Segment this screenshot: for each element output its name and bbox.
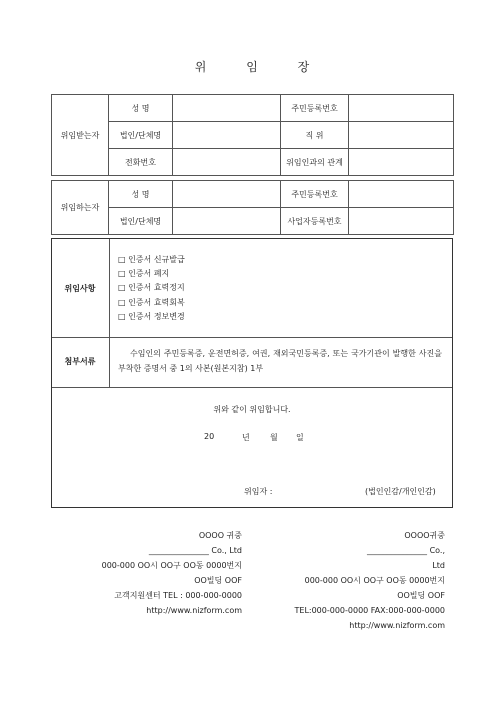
attachment-text: 수임인의 주민등록증, 운전면허증, 여권, 재외국민등록증, 또는 국가기관이 발행한 사진을 부착한 증명서 중 1의 사본(원본지참) 1부 xyxy=(118,349,442,373)
grantee-name-field[interactable] xyxy=(173,95,281,122)
matter-item-suspend[interactable]: □ 인증서 효력정지 xyxy=(118,283,185,293)
grantor-biz-label: 사업자등록번호 xyxy=(281,208,349,235)
grantor-id-label: 주민등록번호 xyxy=(281,181,349,208)
grantee-position-label: 직 위 xyxy=(281,122,349,149)
address-line: TEL:000-000-0000 FAX:000-000-0000 xyxy=(294,606,445,615)
divider xyxy=(52,337,452,338)
grantee-id-field[interactable] xyxy=(349,95,454,122)
grantor-label: 위임하는자 xyxy=(52,181,109,235)
address-line: OOOO 귀중 xyxy=(198,531,242,540)
divider xyxy=(109,239,110,387)
date-prefix: 20 xyxy=(204,432,215,441)
address-line: _______________ Co., xyxy=(367,546,445,555)
address-line: 000-000 OO시 OO구 OO동 0000번지 xyxy=(101,561,242,570)
address-line: OO빌딩 OOF xyxy=(194,576,242,585)
grantee-corp-label: 법인/단체명 xyxy=(109,122,173,149)
grantee-phone-label: 전화번호 xyxy=(109,149,173,176)
address-left xyxy=(102,528,242,618)
grantee-relation-label: 위임인과의 관계 xyxy=(281,149,349,176)
grantor-id-field[interactable] xyxy=(349,181,454,208)
matters-list xyxy=(118,253,185,324)
title-char: 임 xyxy=(246,60,258,74)
grantee-label: 위임받는자 xyxy=(52,95,109,176)
grantee-name-label: 성 명 xyxy=(109,95,173,122)
attachment-label: 첨부서류 xyxy=(64,357,96,366)
title-char: 위 xyxy=(194,60,207,74)
address-line: 000-000 OO시 OO구 OO동 0000번지 xyxy=(304,576,445,585)
grantee-relation-field[interactable] xyxy=(349,149,454,176)
seal-text: (법인인감/개인인감) xyxy=(365,487,436,496)
matter-item-change[interactable]: □ 인증서 정보변경 xyxy=(118,311,185,321)
address-line: _______________ Co., Ltd xyxy=(148,546,242,555)
delegation-box xyxy=(51,238,453,508)
address-link[interactable]: http://www.nizform.com xyxy=(146,606,242,615)
date-month: 월 xyxy=(270,433,278,442)
matter-item-revoke[interactable]: □ 인증서 폐지 xyxy=(118,269,170,279)
grantee-table xyxy=(51,94,454,176)
grantee-phone-field[interactable] xyxy=(173,149,281,176)
address-line: Ltd xyxy=(432,561,445,570)
grantor-corp-field[interactable] xyxy=(173,208,281,235)
address-link[interactable]: http://www.nizform.com xyxy=(349,621,445,630)
grantor-name-field[interactable] xyxy=(173,181,281,208)
grantor-name-label: 성 명 xyxy=(109,181,173,208)
address-line: OO빌딩 OOF xyxy=(397,591,445,600)
grantee-id-label: 주민등록번호 xyxy=(281,95,349,122)
grantee-corp-field[interactable] xyxy=(173,122,281,149)
title-char: 장 xyxy=(297,60,310,74)
address-line: OOOO귀중 xyxy=(404,531,445,540)
signer-label: 위임자 : xyxy=(244,487,273,496)
grantor-corp-label: 법인/단체명 xyxy=(109,208,173,235)
matters-label: 위임사항 xyxy=(64,284,96,293)
grantor-biz-field[interactable] xyxy=(349,208,454,235)
date-year: 년 xyxy=(242,433,250,442)
grantor-table xyxy=(51,180,454,235)
page-title xyxy=(0,58,504,75)
matter-item-restore[interactable]: □ 인증서 효력회복 xyxy=(118,297,185,307)
date-day: 일 xyxy=(296,433,304,442)
address-right xyxy=(295,528,446,633)
grantee-position-field[interactable] xyxy=(349,122,454,149)
matter-item-new[interactable]: □ 인증서 신규발급 xyxy=(118,255,185,264)
confirm-text: 위와 같이 위임합니다. xyxy=(213,405,291,414)
divider xyxy=(52,387,452,388)
address-line: 고객지원센터 TEL : 000-000-0000 xyxy=(114,591,242,600)
